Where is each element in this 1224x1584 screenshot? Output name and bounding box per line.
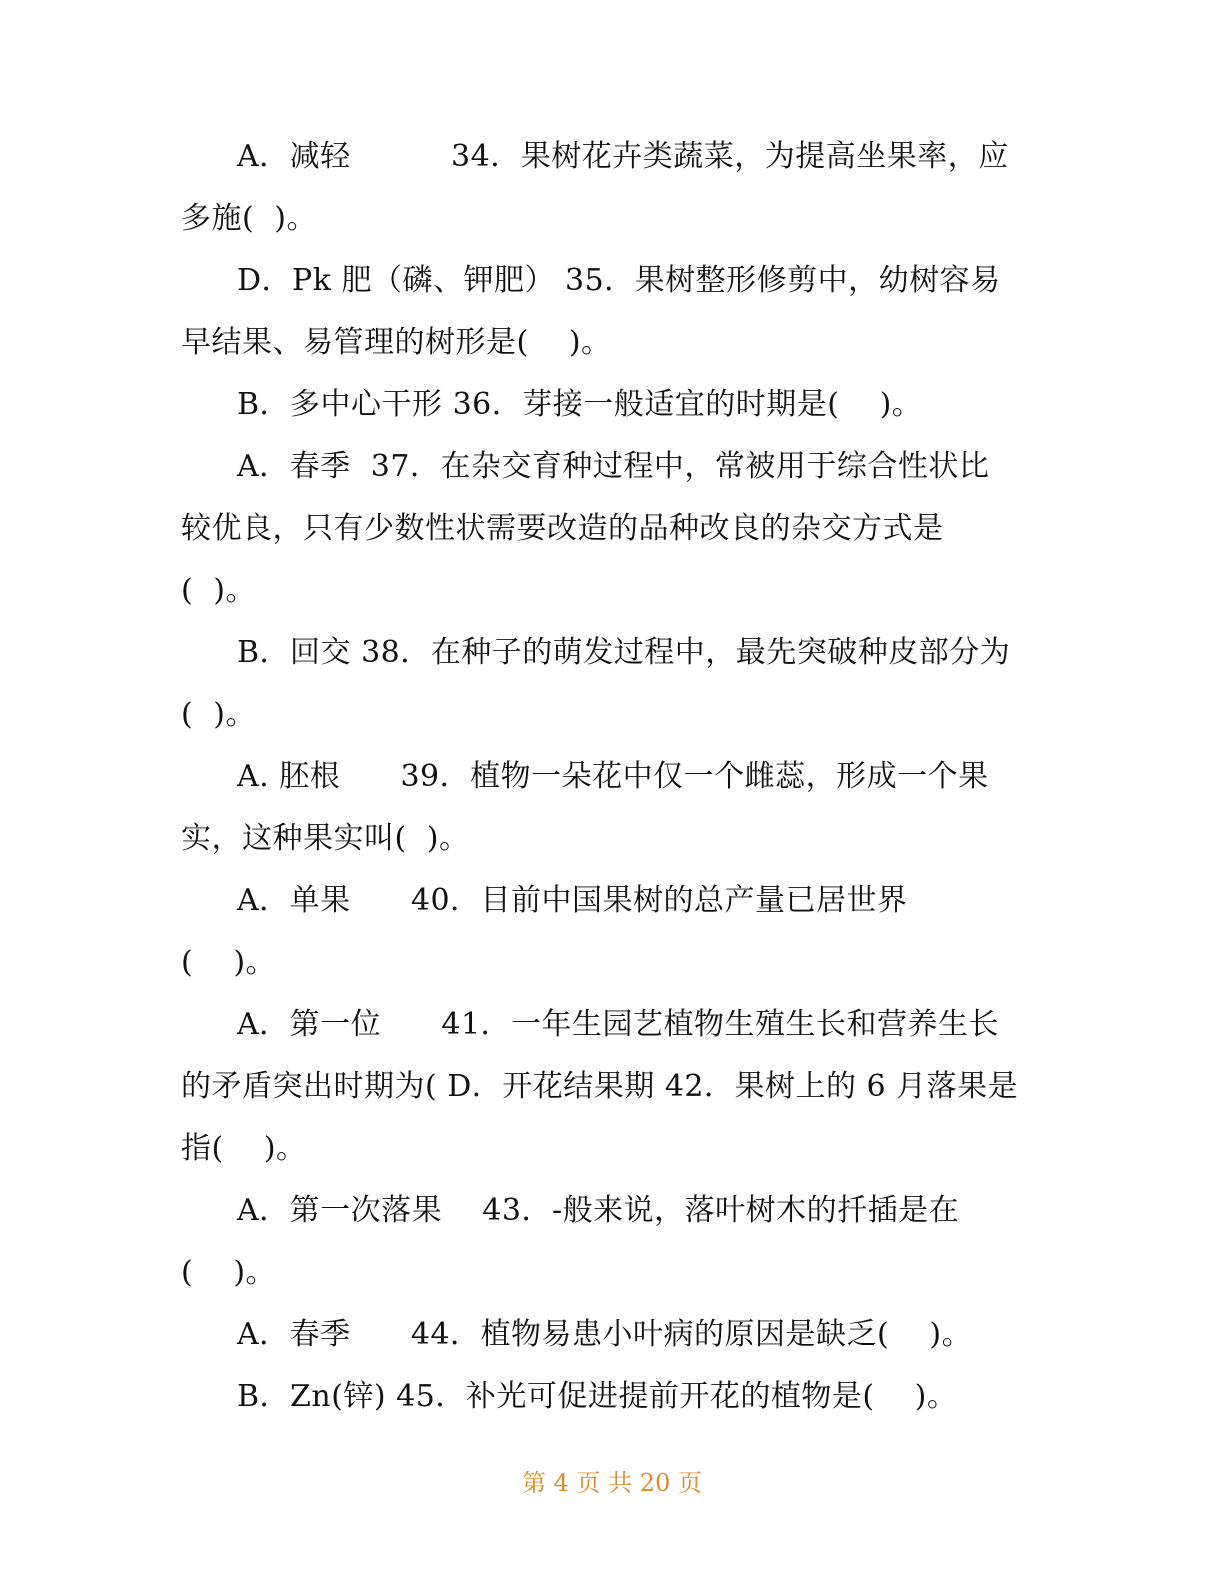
text-line: 较优良，只有少数性状需要改造的品种改良的杂交方式是 xyxy=(181,511,944,546)
text-line: ( )。 xyxy=(181,945,277,980)
text-line: B．回交 38．在种子的萌发过程中，最先突破种皮部分为 xyxy=(237,635,1011,670)
text-line: 指( )。 xyxy=(181,1131,307,1166)
text-line: A．春季 37．在杂交育种过程中，常被用于综合性状比 xyxy=(237,449,990,484)
text-line: A. 胚根 39．植物一朵花中仅一个雌蕊，形成一个果 xyxy=(237,759,989,794)
text-line: ( )。 xyxy=(181,573,256,608)
text-line: A．单果 40．目前中国果树的总产量已居世界 xyxy=(237,883,908,918)
text-line: A．春季 44．植物易患小叶病的原因是缺乏( )。 xyxy=(237,1317,973,1352)
text-line: D．Pk 肥（磷、钾肥） 35．果树整形修剪中，幼树容易 xyxy=(237,263,1001,298)
document-body xyxy=(181,126,1041,1428)
page-footer: 第 4 页 共 20 页 xyxy=(522,1469,702,1497)
text-line: ( )。 xyxy=(181,697,256,732)
text-line: 的矛盾突出时期为( D．开花结果期 42．果树上的 6 月落果是 xyxy=(181,1069,1019,1104)
text-line: ( )。 xyxy=(181,1255,277,1290)
text-line: A．第一次落果 43．-般来说，落叶树木的扦插是在 xyxy=(237,1193,960,1228)
text-line: A．第一位 41．一年生园艺植物生殖生长和营养生长 xyxy=(237,1007,1000,1042)
text-line: B．多中心干形 36．芽接一般适宜的时期是( )。 xyxy=(237,387,923,422)
text-line: A．减轻 34．果树花卉类蔬菜，为提高坐果率，应 xyxy=(237,139,1009,174)
text-line: 实，这种果实叫( )。 xyxy=(181,821,470,856)
text-line: B．Zn(锌) 45．补光可促进提前开花的植物是( )。 xyxy=(237,1379,958,1414)
text-line: 早结果、易管理的树形是( )。 xyxy=(181,325,612,360)
text-line: 多施( )。 xyxy=(181,201,317,236)
